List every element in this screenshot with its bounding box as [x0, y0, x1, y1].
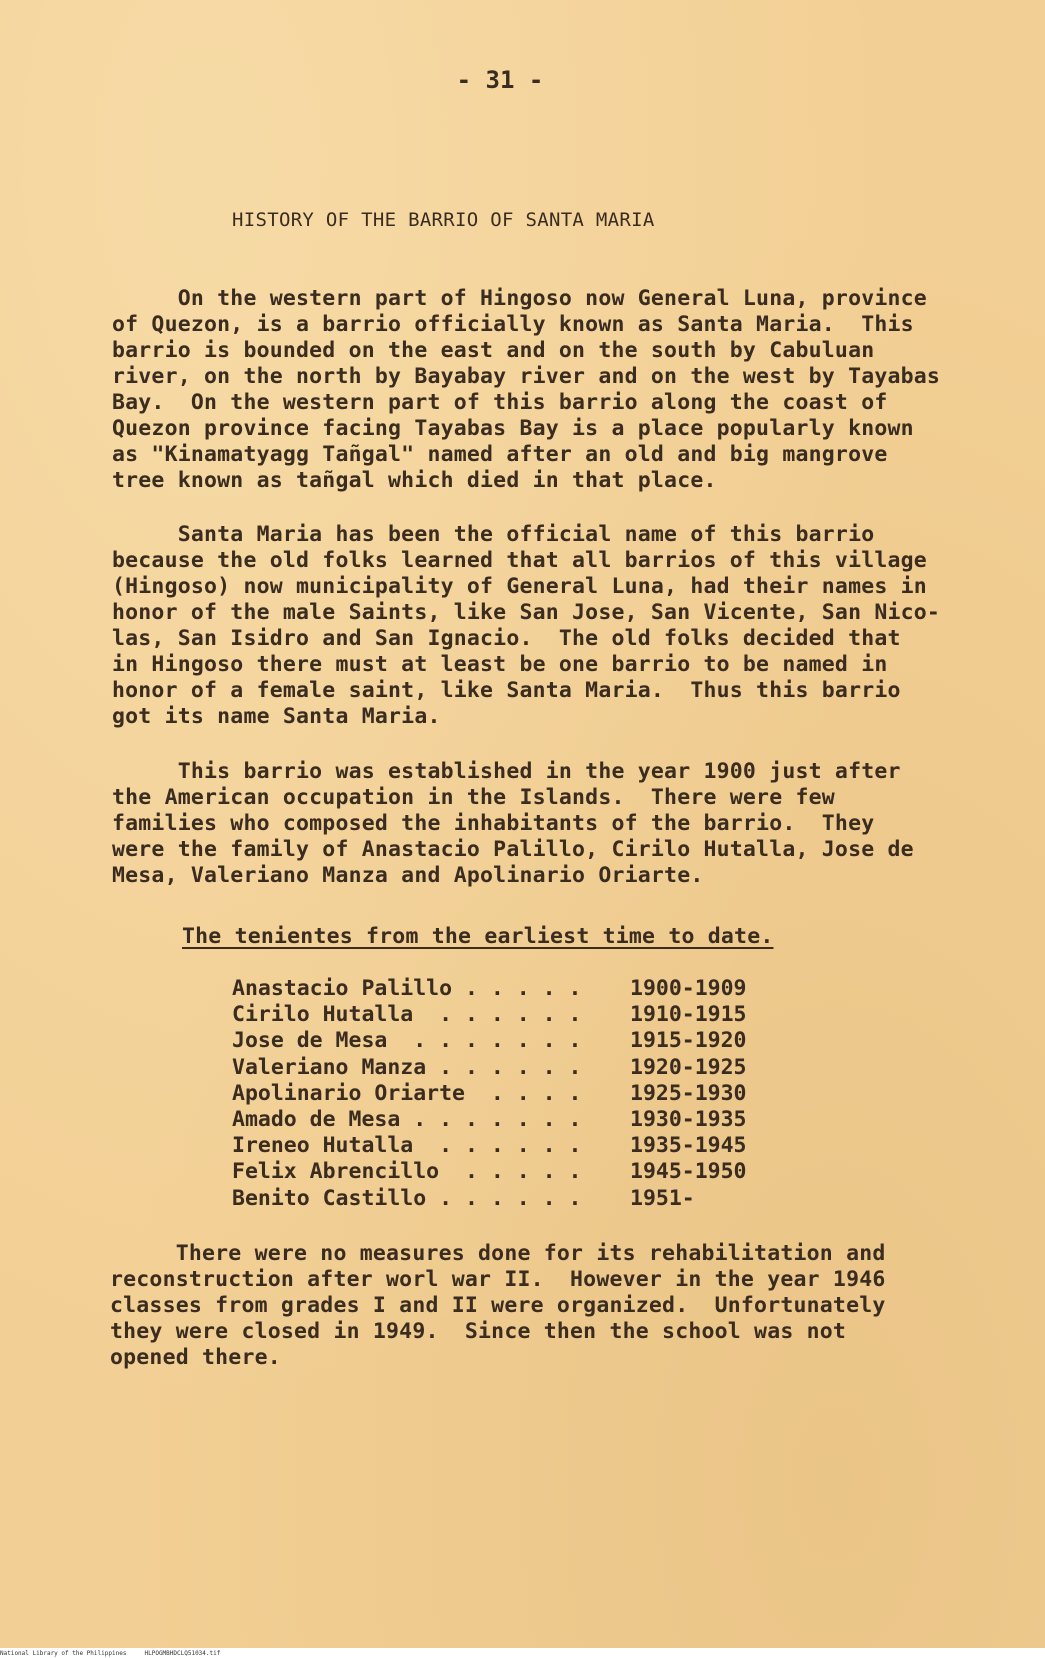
- text-line: honor of the male Saints, like San Jose, San Vicente, San Nico-: [112, 600, 941, 625]
- teniente-years: 1930-1935: [630, 1106, 747, 1132]
- teniente-years: 1935-1945: [630, 1133, 747, 1159]
- text-line: got its name Santa Maria.: [112, 704, 441, 729]
- teniente-name: Cirilo Hutalla . . . . . .: [232, 1002, 582, 1028]
- teniente-name: Valeriano Manza . . . . . .: [232, 1054, 582, 1080]
- text-line: classes from grades I and II were organized. Unfortunately: [110, 1293, 886, 1318]
- text-line: Quezon province facing Tayabas Bay is a place popularly known: [112, 416, 914, 441]
- text-line: Santa Maria has been the official name of this barrio: [112, 522, 875, 547]
- text-line: tree known as tañgal which died in that place.: [112, 468, 717, 493]
- text-line: barrio is bounded on the east and on the south by Cabuluan: [112, 338, 875, 363]
- teniente-years: 1920-1925: [630, 1054, 747, 1080]
- text-line: families who composed the inhabitants of the barrio. They: [112, 811, 875, 836]
- text-line: river, on the north by Bayabay river and on the west by Tayabas: [112, 364, 941, 389]
- teniente-years: 1900-1909: [630, 976, 747, 1001]
- teniente-name: Ireneo Hutalla . . . . . .: [232, 1133, 582, 1159]
- teniente-name: Anastacio Palillo . . . . .: [232, 976, 582, 1001]
- teniente-name: Benito Castillo . . . . . .: [232, 1185, 582, 1211]
- text-line: the American occupation in the Islands. There were few: [112, 785, 835, 810]
- teniente-name: Felix Abrencillo . . . . .: [232, 1159, 582, 1185]
- scan-footer: National Library of the Philippines HLPOGMBHDCLQ51034.tif: [0, 1650, 221, 1657]
- text-line: as "Kinamatyagg Tañgal" named after an old and big mangrove: [112, 442, 888, 467]
- teniente-years: 1925-1930: [630, 1080, 747, 1106]
- text-line: in Hingoso there must at least be one barrio to be named in: [112, 652, 888, 677]
- paragraph-4: [110, 1241, 950, 1371]
- text-line: reconstruction after worl war II. However in the year 1946: [110, 1267, 886, 1292]
- text-line: Mesa, Valeriano Manza and Apolinario Oriarte.: [112, 863, 704, 888]
- text-line: Bay. On the western part of this barrio along the coast of: [112, 390, 888, 415]
- text-line: were the family of Anastacio Palillo, Cirilo Hutalla, Jose de: [112, 837, 914, 862]
- text-line: honor of a female saint, like Santa Maria. Thus this barrio: [112, 678, 901, 703]
- text-line: of Quezon, is a barrio officially known as Santa Maria. This: [112, 312, 914, 337]
- teniente-years: 1915-1920: [630, 1028, 747, 1054]
- page-number: - 31 -: [456, 66, 544, 94]
- paragraph-3: [112, 759, 952, 889]
- text-line: On the western part of Hingoso now General Luna, province: [112, 286, 927, 311]
- teniente-name: Amado de Mesa . . . . . . .: [232, 1106, 582, 1132]
- teniente-years: 1951-: [630, 1185, 695, 1211]
- text-line: las, San Isidro and San Ignacio. The old folks decided that: [112, 626, 901, 651]
- teniente-years: 1945-1950: [630, 1159, 747, 1185]
- text-line: they were closed in 1949. Since then the school was not: [110, 1319, 847, 1344]
- text-line: opened there.: [110, 1345, 281, 1370]
- page-title: HISTORY OF THE BARRIO OF SANTA MARIA: [232, 209, 655, 231]
- tenientes-heading: The tenientes from the earliest time to date.: [182, 924, 774, 949]
- paragraph-1: [112, 286, 952, 494]
- text-line: because the old folks learned that all barrios of this village: [112, 548, 927, 573]
- text-line: There were no measures done for its rehabilitation and: [110, 1241, 886, 1266]
- paragraph-2: [112, 522, 952, 730]
- teniente-name: Jose de Mesa . . . . . . .: [232, 1028, 582, 1054]
- text-line: (Hingoso) now municipality of General Luna, had their names in: [112, 574, 927, 599]
- teniente-name: Apolinario Oriarte . . . .: [232, 1080, 582, 1106]
- teniente-years: 1910-1915: [630, 1002, 747, 1028]
- text-line: This barrio was established in the year 1900 just after: [112, 759, 901, 784]
